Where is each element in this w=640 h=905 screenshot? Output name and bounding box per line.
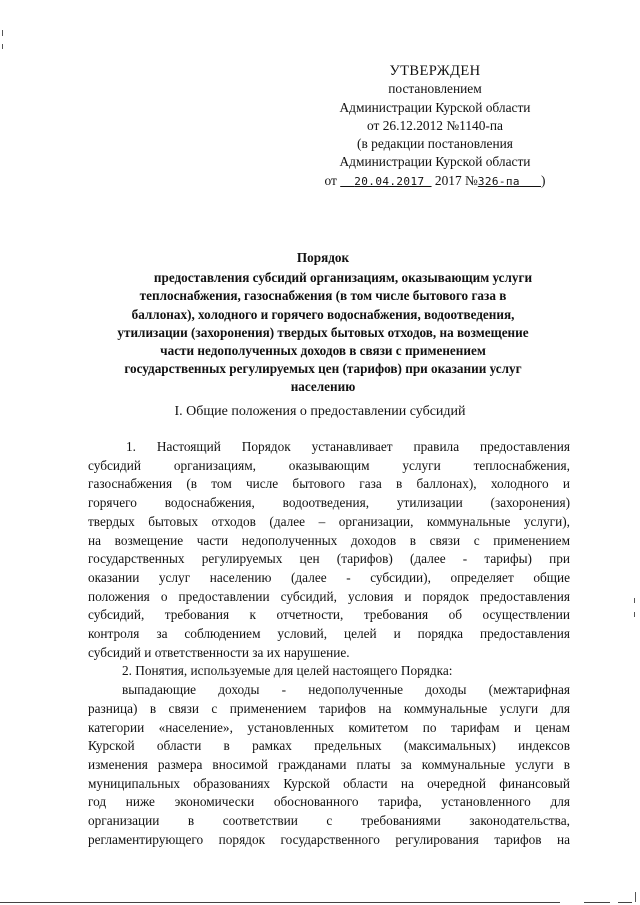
body-line: контроля за соблюдением условий, целей и порядка предоставления: [88, 626, 570, 642]
revision-number: 326-па: [477, 174, 520, 188]
approval-line: (в редакции постановления: [357, 136, 513, 152]
scan-mark: [634, 598, 635, 603]
revision-date-line: [300, 172, 570, 191]
number-sign: №: [465, 172, 478, 188]
scan-mark: [634, 612, 635, 617]
body-text: [88, 438, 570, 849]
body-line: оказании услуг населению (далее - субсидии), определяет общие: [88, 569, 570, 585]
body-line: положения о предоставлении субсидий, условия и порядок предоставления: [88, 588, 570, 604]
approval-stamp-block: [300, 62, 570, 191]
body-line: горячего водоснабжения, водоотведения, утилизации (захоронения): [88, 495, 570, 511]
body-line: Курской области в рамках предельных (максимальных) индексов: [88, 738, 570, 754]
title-line: государственных регулируемых цен (тарифов) при оказании услуг: [124, 361, 522, 377]
scan-mark: [584, 902, 610, 903]
body-line: государственных регулируемых цен (тарифов) (далее - тарифы) при: [88, 551, 570, 567]
date-prefix: от: [324, 172, 337, 188]
approval-title: УТВЕРЖДЕН: [389, 63, 481, 79]
revision-date: 20.04.2017: [354, 174, 425, 188]
closing-paren: ): [541, 172, 546, 188]
title-line: части недополученных доходов в связи с применением: [160, 343, 486, 359]
body-line: разница) в связи с применением тарифов на коммунальные услуги для: [88, 700, 570, 716]
approval-line: от 26.12.2012 №1140-па: [367, 117, 503, 133]
body-line: изменения размера вносимой гражданами платы за коммунальные услуги в: [88, 756, 570, 772]
body-line: организации в соответствии с требованиями законодательства,: [88, 813, 570, 829]
scan-mark: [618, 902, 632, 903]
title-line: предоставления субсидий организациям, оказывающим услуги: [153, 270, 533, 286]
body-line: субсидий, требования к отчетности, требования об осуществлении: [88, 607, 570, 623]
body-line: на возмещение части недополученных доходов в связи с применением: [88, 532, 570, 548]
scan-mark: [635, 892, 636, 902]
body-line: субсидий и ответственности за их нарушение.: [88, 644, 350, 660]
title-heading: Порядок: [296, 250, 350, 265]
body-line: категории «население», установленных комитетом по тарифам и ценам: [88, 719, 570, 735]
body-line: выпадающие доходы - недополученные доходы (межтарифная: [122, 682, 570, 698]
body-line: год ниже экономически обоснованного тарифа, установленного для: [88, 794, 570, 810]
approval-line: Администрации Курской области: [339, 99, 531, 115]
title-line: населению: [290, 379, 356, 395]
scan-mark: [2, 30, 3, 36]
body-line: газоснабжения (в том числе бытового газа в баллонах), холодного и: [88, 476, 570, 492]
title-line: баллонах), холодного и горячего водоснабжения, водоотведения,: [131, 306, 515, 322]
body-line: твердых бытовых отходов (далее – организации, коммунальные услуги),: [88, 513, 570, 529]
section-heading: I. Общие положения о предоставлении субсидий: [174, 404, 466, 419]
body-line: субсидий организациям, оказывающим услуги теплоснабжения,: [88, 457, 570, 473]
body-line: 2. Понятия, используемые для целей настоящего Порядка:: [122, 663, 453, 679]
scan-mark: [0, 902, 560, 903]
body-line: регламентирующего порядок государственного регулирования тарифов на: [88, 831, 570, 847]
approval-line: Администрации Курской области: [339, 154, 531, 170]
body-line: муниципальных образованиях Курской области на очередной финансовый: [88, 775, 570, 791]
scan-mark: [2, 44, 3, 49]
approval-line: постановлением: [388, 81, 482, 97]
revision-year: 2017: [434, 172, 462, 188]
title-line: утилизации (захоронения) твердых бытовых отходов, на возмещение: [117, 324, 529, 340]
body-line: 1. Настоящий Порядок устанавливает правила предоставления: [126, 439, 570, 454]
title-line: теплоснабжения, газоснабжения (в том числе бытового газа в: [139, 288, 507, 304]
document-title: [78, 249, 568, 397]
